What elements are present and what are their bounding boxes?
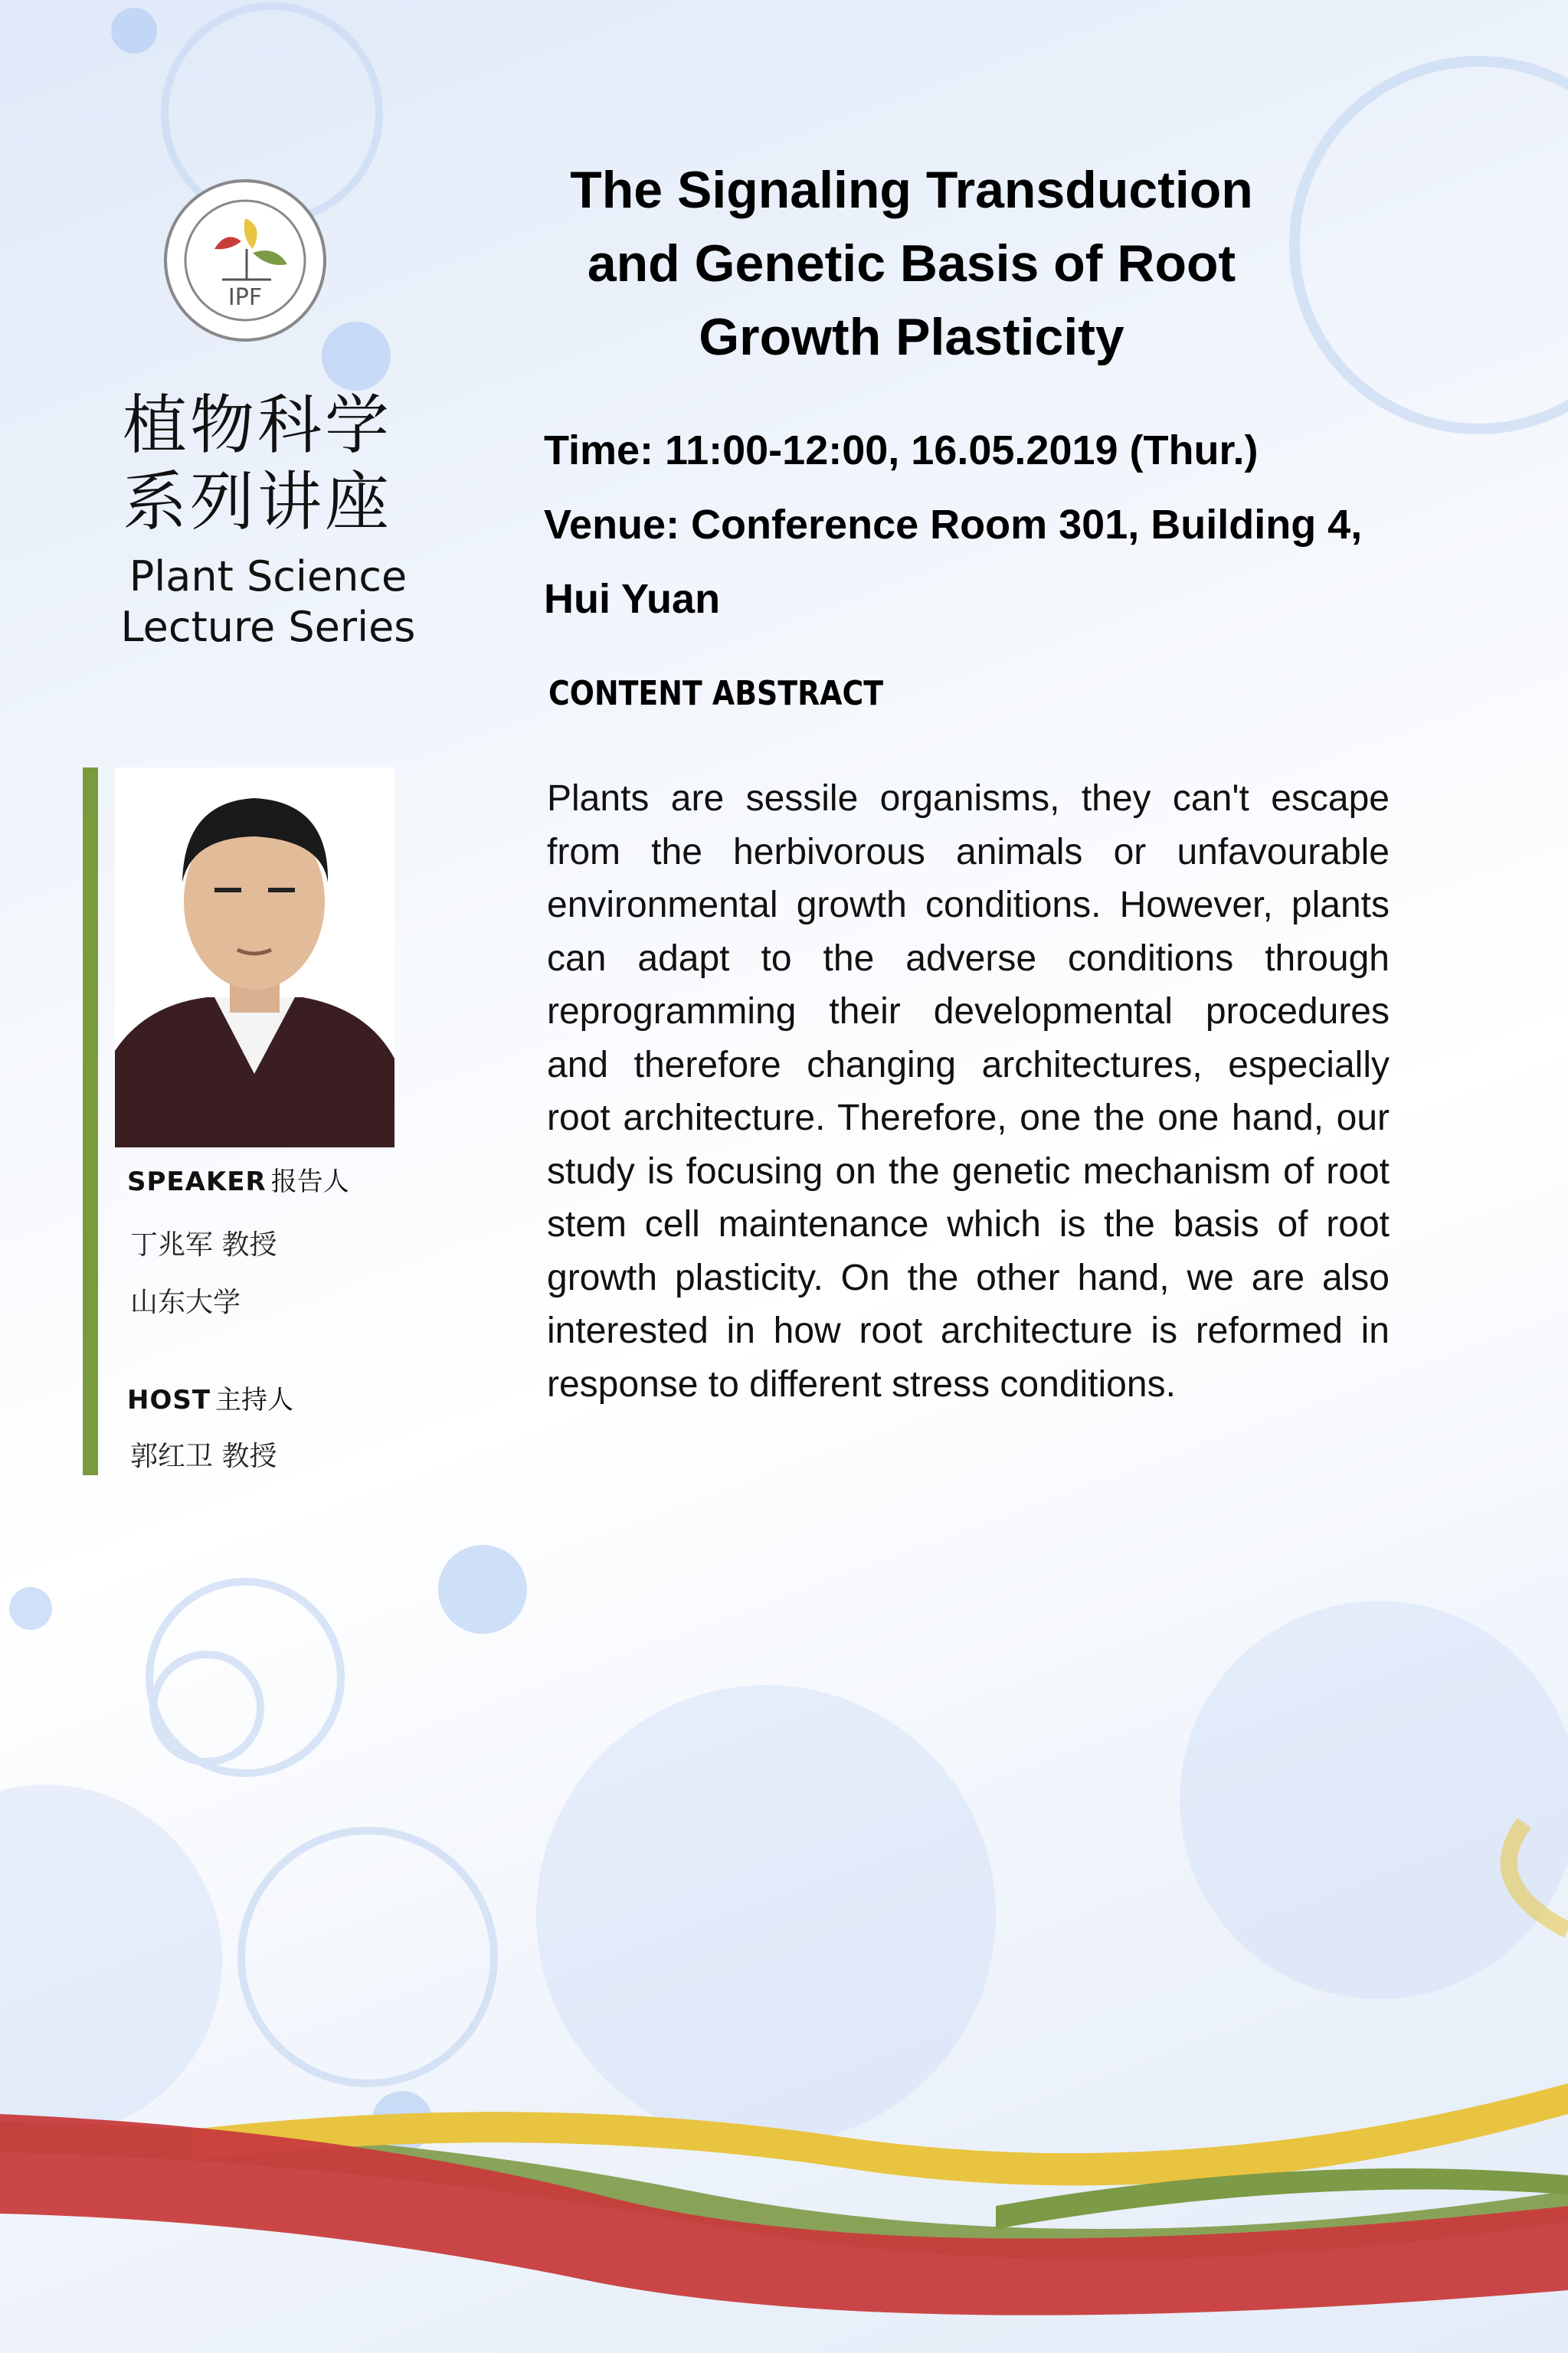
svg-text:IPF: IPF [228,284,263,311]
host-label-cn: 主持人 [215,1385,294,1415]
decorative-ribbons [0,2037,1568,2353]
series-title-en-line2: Lecture Series [120,603,416,651]
speaker-photo [115,767,394,1147]
ipf-logo [161,176,329,345]
talk-venue-line2: Hui Yuan [544,576,721,622]
talk-meta [544,414,1494,637]
talk-title-line3: Growth Plasticity [699,308,1124,366]
series-title-en-line1: Plant Science [129,552,408,601]
speaker-affiliation: 山东大学 [130,1287,241,1318]
speaker-accent-bar [83,767,98,1475]
abstract-heading: CONTENT ABSTRACT [548,674,884,713]
host-label-en: HOST [127,1385,211,1415]
talk-title [536,153,1287,374]
abstract-body: Plants are sessile organisms, they can't escape from the herbivorous animals or unfavourable environmental growth conditions. However, plants can adapt to the adverse conditions through reprogramming their developmental procedures and therefore changing architectures, especially root architecture. Therefore, one the one hand, our study is focusing on the genetic mechanism of root stem cell maintenance which is the basis of root growth plasticity. On the other hand, we are also interested in how root architecture is reformed in response to different stress conditions. [547,778,1390,1405]
speaker-label-cn: 报告人 [270,1167,349,1197]
speaker-label [127,1160,349,1198]
series-title-cn-line2: 系列讲座 [123,464,393,539]
host-name: 郭红卫 教授 [130,1441,277,1472]
series-title-cn-line1: 植物科学 [123,388,393,463]
speaker-portrait [115,767,394,1147]
talk-venue-line1: Venue: Conference Room 301, Building 4, [544,502,1363,548]
talk-time: Time: 11:00-12:00, 16.05.2019 (Thur.) [544,427,1259,473]
talk-title-line1: The Signaling Transduction [570,161,1253,219]
series-title-en [107,551,429,653]
speaker-label-en: SPEAKER [127,1167,267,1197]
talk-title-line2: and Genetic Basis of Root [587,234,1236,293]
series-title-cn [123,387,398,540]
host-label [127,1379,293,1416]
speaker-name: 丁兆军 教授 [130,1229,277,1261]
